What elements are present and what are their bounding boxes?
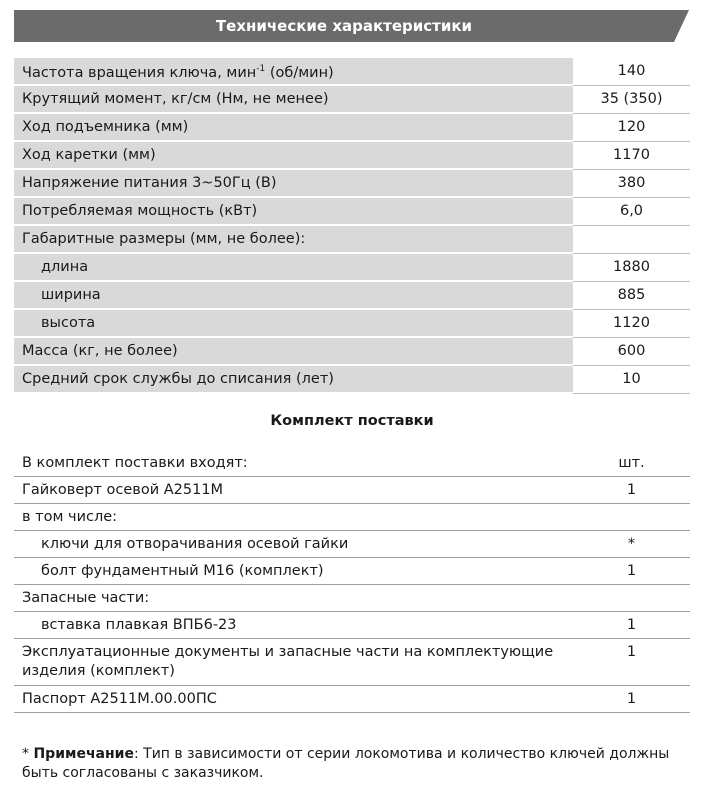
kit-qty <box>573 504 690 531</box>
kit-row <box>14 612 690 639</box>
spec-label: Габаритные размеры (мм, не более): <box>14 225 573 253</box>
section-header-banner <box>14 10 689 42</box>
spec-label: Средний срок службы до списания (лет) <box>14 365 573 393</box>
kit-qty: 1 <box>573 477 690 504</box>
spec-row <box>14 309 690 337</box>
spec-value <box>573 225 690 253</box>
spec-value: 600 <box>573 337 690 365</box>
kit-row <box>14 585 690 612</box>
footnote-bold-label: Примечание <box>33 746 134 762</box>
kit-row <box>14 531 690 558</box>
footnote-text: : Тип в зависимости от серии локомотива и количество ключей должны быть согласованы с заказчиком. <box>22 746 670 781</box>
footnote-marker: * <box>22 746 29 762</box>
spec-row <box>14 365 690 393</box>
kit-label: вставка плавкая ВПБ6-23 <box>14 612 573 639</box>
kit-row <box>14 558 690 585</box>
spec-row <box>14 85 690 113</box>
kit-label: ключи для отворачивания осевой гайки <box>14 531 573 558</box>
section-title: Технические характеристики <box>215 17 473 35</box>
spec-row <box>14 225 690 253</box>
spec-value: 10 <box>573 365 690 393</box>
spec-label: Частота вращения ключа, мин$^{-1}$ (об/мин) <box>14 58 573 85</box>
kit-title: Комплект поставки <box>270 413 434 429</box>
spec-row <box>14 281 690 309</box>
spec-label: длина <box>14 253 573 281</box>
kit-qty: 1 <box>573 612 690 639</box>
specs-table <box>14 58 690 394</box>
spec-row <box>14 58 690 85</box>
spec-value: 140 <box>573 58 690 85</box>
spec-row <box>14 253 690 281</box>
kit-label: болт фундаментный М16 (комплект) <box>14 558 573 585</box>
spec-value: 885 <box>573 281 690 309</box>
footnote <box>22 745 687 783</box>
kit-qty: шт. <box>573 450 690 477</box>
kit-row <box>14 686 690 713</box>
spec-label: Потребляемая мощность (кВт) <box>14 197 573 225</box>
kit-qty: 1 <box>573 639 690 686</box>
kit-label: Гайковерт осевой А2511М <box>14 477 573 504</box>
kit-label: В комплект поставки входят: <box>14 450 573 477</box>
spec-value: 380 <box>573 169 690 197</box>
kit-label: Запасные части: <box>14 585 573 612</box>
kit-label: Эксплуатационные документы и запасные части на комплектующие изделия (комплект) <box>14 639 573 686</box>
kit-row <box>14 639 690 686</box>
kit-qty <box>573 585 690 612</box>
kit-label: в том числе: <box>14 504 573 531</box>
spec-label: высота <box>14 309 573 337</box>
kit-table <box>14 450 690 713</box>
spec-row <box>14 113 690 141</box>
spec-row <box>14 169 690 197</box>
spec-label: Масса (кг, не более) <box>14 337 573 365</box>
spec-label: Напряжение питания 3~50Гц (В) <box>14 169 573 197</box>
spec-value: 1880 <box>573 253 690 281</box>
spec-row <box>14 141 690 169</box>
kit-row <box>14 477 690 504</box>
kit-row <box>14 450 690 477</box>
kit-qty: 1 <box>573 558 690 585</box>
spec-label: ширина <box>14 281 573 309</box>
spec-label: Крутящий момент, кг/см (Нм, не менее) <box>14 85 573 113</box>
spec-value: 35 (350) <box>573 85 690 113</box>
spec-label: Ход подъемника (мм) <box>14 113 573 141</box>
spec-value: 6,0 <box>573 197 690 225</box>
kit-row <box>14 504 690 531</box>
spec-value: 120 <box>573 113 690 141</box>
kit-qty: 1 <box>573 686 690 713</box>
spec-row <box>14 337 690 365</box>
spec-value: 1170 <box>573 141 690 169</box>
spec-row <box>14 197 690 225</box>
kit-label: Паспорт А2511М.00.00ПС <box>14 686 573 713</box>
spec-value: 1120 <box>573 309 690 337</box>
kit-qty: * <box>573 531 690 558</box>
spec-label: Ход каретки (мм) <box>14 141 573 169</box>
